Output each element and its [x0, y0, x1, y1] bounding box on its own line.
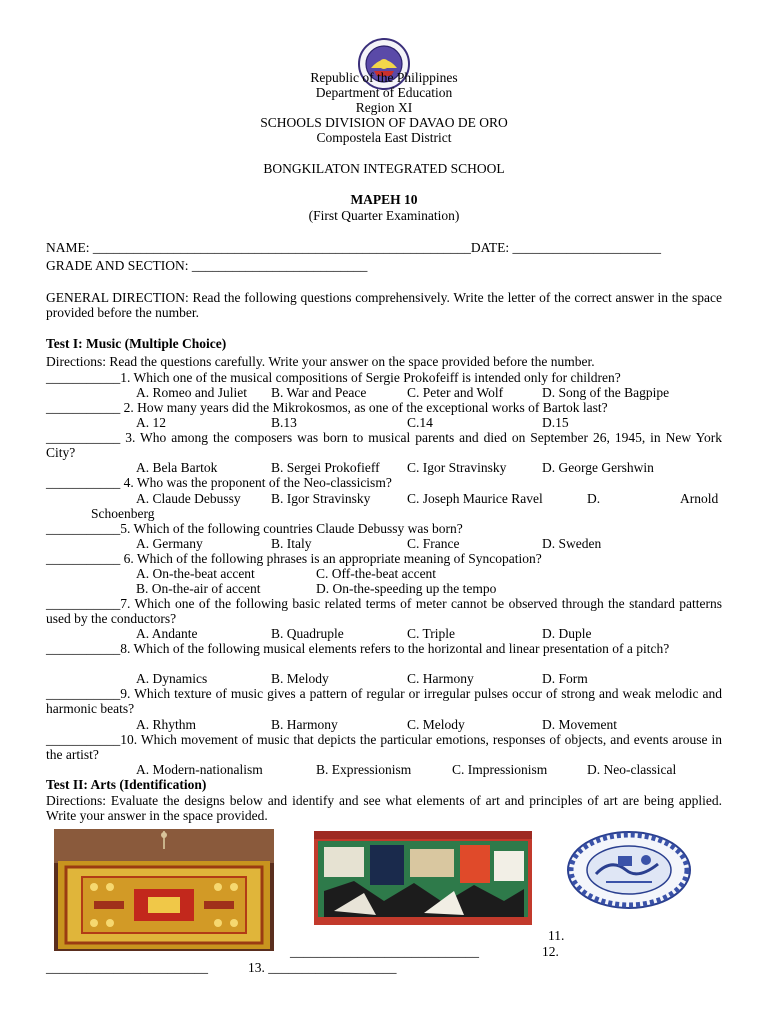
- q9-option-b: B. Harmony: [271, 717, 338, 732]
- q2-option-a: A. 12: [136, 415, 166, 430]
- q10-option-a: A. Modern-nationalism: [136, 762, 263, 777]
- header-department: Department of Education: [315, 85, 453, 100]
- q8-option-c: C. Harmony: [407, 671, 474, 686]
- q8-option-a: A. Dynamics: [136, 671, 208, 686]
- test2-title: Test II: Arts (Identification): [46, 777, 207, 792]
- question-8: ___________8. Which of the following musical elements refers to the horizontal and linear presentation of a pitch?: [46, 641, 670, 656]
- golden-tapestry-image: [54, 829, 274, 951]
- answer-12-label: 12.: [542, 944, 559, 959]
- q3-option-b: B. Sergei Prokofieff: [271, 460, 380, 475]
- q10-option-c: C. Impressionism: [452, 762, 548, 777]
- abstract-painting-image: [314, 831, 532, 925]
- q3-option-a: A. Bela Bartok: [136, 460, 218, 475]
- name-date-field[interactable]: NAME: ________________________________________________________DATE: ______________________: [46, 240, 661, 255]
- q8-option-b: B. Melody: [271, 671, 329, 686]
- header-division: SCHOOLS DIVISION OF DAVAO DE ORO: [260, 115, 508, 130]
- blue-plate-image: [566, 830, 692, 910]
- answer-12-line[interactable]: ____________________________: [290, 944, 479, 959]
- q9-option-c: C. Melody: [407, 717, 465, 732]
- q5-option-b: B. Italy: [271, 536, 312, 551]
- test1-title: Test I: Music (Multiple Choice): [46, 336, 227, 351]
- q10-option-b: B. Expressionism: [316, 762, 412, 777]
- exam-title: (First Quarter Examination): [308, 208, 460, 223]
- question-4: ___________ 4. Who was the proponent of the Neo-classicism?: [46, 475, 392, 490]
- school-name: BONGKILATON INTEGRATED SCHOOL: [263, 161, 505, 176]
- test2-directions: Directions: Evaluate the designs below and identify and see what elements of art and principles of art are being applied. Write your answer in the space provided.: [46, 793, 722, 823]
- q6-option-c: C. Off-the-beat accent: [316, 566, 437, 581]
- header-region: Region XI: [355, 100, 413, 115]
- grade-section-field[interactable]: GRADE AND SECTION: __________________________: [46, 258, 368, 273]
- q3-option-d: D. George Gershwin: [542, 460, 654, 475]
- q2-option-b: B.13: [271, 415, 297, 430]
- q4-option-d-name: Arnold: [680, 491, 719, 506]
- q10-option-d: D. Neo-classical: [587, 762, 677, 777]
- question-5: ___________5. Which of the following countries Claude Debussy was born?: [46, 521, 463, 536]
- q6-option-b: B. On-the-air of accent: [136, 581, 261, 596]
- q1-option-d: D. Song of the Bagpipe: [542, 385, 670, 400]
- q4-option-c: C. Joseph Maurice Ravel: [407, 491, 543, 506]
- question-10: ___________10. Which movement of music that depicts the particular emotions, responses of objects, and events arouse in the artist?: [46, 732, 722, 762]
- q7-option-a: A. Andante: [136, 626, 198, 641]
- q6-option-d: D. On-the-speeding up the tempo: [316, 581, 497, 596]
- q4-option-d: D.: [587, 491, 601, 506]
- q2-option-c: C.14: [407, 415, 433, 430]
- q4-option-a: A. Claude Debussy: [136, 491, 241, 506]
- q9-option-d: D. Movement: [542, 717, 617, 732]
- question-3: ___________ 3. Who among the composers was born to musical parents and died on September 26, 1945, in New York City?: [46, 430, 722, 460]
- header-republic: Republic of the Philippines: [310, 70, 458, 85]
- answer-11-label: 11.: [548, 928, 565, 943]
- test1-directions: Directions: Read the questions carefully. Write your answer on the space provided before the number.: [46, 354, 595, 369]
- q5-option-a: A. Germany: [136, 536, 203, 551]
- artwork-image-1: [54, 829, 274, 951]
- q6-option-a: A. On-the-beat accent: [136, 566, 255, 581]
- q1-option-b: B. War and Peace: [271, 385, 367, 400]
- artwork-image-2: [314, 831, 532, 925]
- q7-option-c: C. Triple: [407, 626, 456, 641]
- artwork-image-3: [566, 830, 692, 910]
- q2-option-d: D.15: [542, 415, 569, 430]
- q5-option-d: D. Sweden: [542, 536, 602, 551]
- q4-option-b: B. Igor Stravinsky: [271, 491, 371, 506]
- answer-13-line-a[interactable]: ________________________: [46, 960, 208, 975]
- q1-option-a: A. Romeo and Juliet: [136, 385, 247, 400]
- general-direction: GENERAL DIRECTION: Read the following questions comprehensively. Write the letter of the correct answer in the space provided before the number.: [46, 290, 722, 320]
- header-district: Compostela East District: [316, 130, 452, 145]
- q8-option-d: D. Form: [542, 671, 588, 686]
- q9-option-a: A. Rhythm: [136, 717, 197, 732]
- q7-option-d: D. Duple: [542, 626, 592, 641]
- q4-option-d-surname: Schoenberg: [91, 506, 155, 521]
- question-9: ___________9. Which texture of music gives a pattern of regular or irregular pulses occur of strong and weak melodic and harmonic beats?: [46, 686, 722, 716]
- answer-13-label[interactable]: 13. ___________________: [248, 960, 397, 975]
- subject-title: MAPEH 10: [350, 192, 418, 207]
- q3-option-c: C. Igor Stravinsky: [407, 460, 507, 475]
- q1-option-c: C. Peter and Wolf: [407, 385, 504, 400]
- question-2: ___________ 2. How many years did the Mikrokosmos, as one of the exceptional works of Bartok last?: [46, 400, 608, 415]
- question-7: ___________7. Which one of the following basic related terms of meter cannot be observed through the standard patterns used by the conductors?: [46, 596, 722, 626]
- q7-option-b: B. Quadruple: [271, 626, 344, 641]
- question-6: ___________ 6. Which of the following phrases is an appropriate meaning of Syncopation?: [46, 551, 542, 566]
- question-1: ___________1. Which one of the musical compositions of Sergie Prokofeiff is intended only for children?: [46, 370, 621, 385]
- q5-option-c: C. France: [407, 536, 460, 551]
